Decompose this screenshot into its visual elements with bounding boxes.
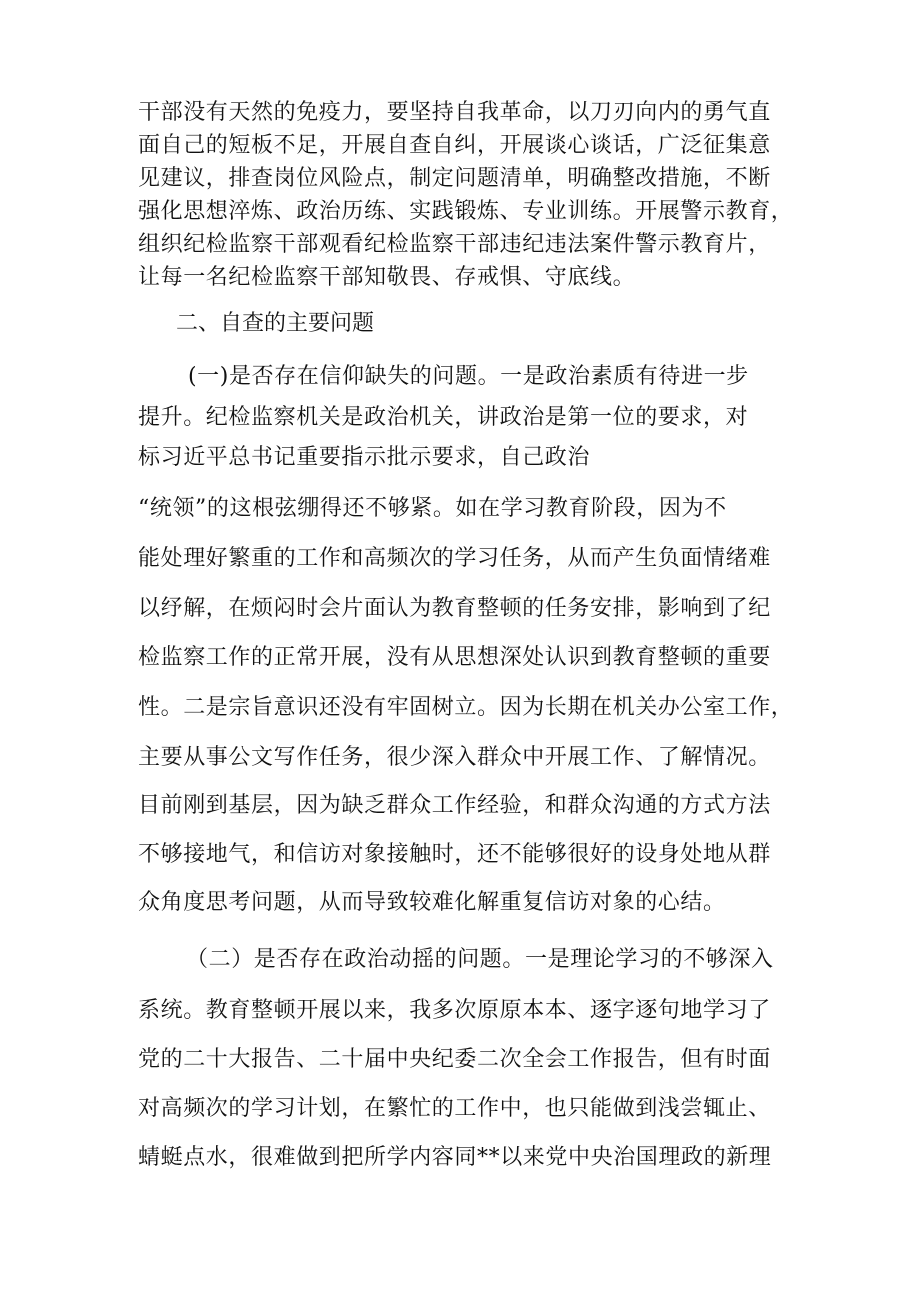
- paragraph-line: 系统。教育整顿开展以来，我多次原原本本、逐字逐句地学习了: [138, 998, 771, 1023]
- paragraph-line: 强化思想淬炼、政治历练、实践锻炼、专业训练。开展警示教育，: [138, 199, 794, 224]
- paragraph-line: 对高频次的学习计划，在繁忙的工作中，也只能做到浅尝辄止、: [138, 1096, 771, 1121]
- paragraph-line: 众角度思考问题，从而导致较难化解重复信访对象的心结。: [138, 890, 726, 915]
- paragraph-line: 蜻蜓点水，很难做到把所学内容同**以来党中央治国理政的新理: [138, 1145, 772, 1170]
- paragraph-line: (一)是否存在信仰缺失的问题。一是政治素质有待进一步: [188, 364, 749, 389]
- paragraph-line: 让每一名纪检监察干部知敬畏、存戒惧、守底线。: [138, 265, 636, 290]
- paragraph-line: 面自己的短板不足，开展自查自纠，开展谈心谈话，广泛征集意: [138, 133, 771, 158]
- paragraph-line: 组织纪检监察干部观看纪检监察干部违纪违法案件警示教育片，: [138, 232, 771, 257]
- paragraph-line: 以纾解，在烦闷时会片面认为教育整顿的任务安排，影响到了纪: [138, 596, 771, 621]
- paragraph-line: 党的二十大报告、二十届中央纪委二次全会工作报告，但有时面: [138, 1047, 771, 1072]
- section-title: 二、自查的主要问题: [176, 311, 375, 336]
- paragraph-line: 见建议，排查岗位风险点，制定问题清单，明确整改措施，不断: [138, 166, 771, 191]
- paragraph-line: 干部没有天然的免疫力，要坚持自我革命，以刀刃向内的勇气直: [138, 100, 771, 125]
- paragraph-line: 标习近平总书记重要指示批示要求，自己政治: [138, 445, 591, 470]
- paragraph-line: 检监察工作的正常开展，没有从思想深处认识到教育整顿的重要: [138, 645, 771, 670]
- paragraph-line: “统领”的这根弦绷得还不够紧。如在学习教育阶段，因为不: [138, 496, 727, 521]
- paragraph-line: 性。二是宗旨意识还没有牢固树立。因为长期在机关办公室工作，: [138, 695, 794, 720]
- paragraph-line: 目前刚到基层，因为缺乏群众工作经验，和群众沟通的方式方法: [138, 793, 771, 818]
- paragraph-line: （二）是否存在政治动摇的问题。一是理论学习的不够深入: [186, 947, 774, 972]
- paragraph-line: 提升。纪检监察机关是政治机关，讲政治是第一位的要求，对: [138, 405, 749, 430]
- paragraph-line: 不够接地气，和信访对象接触时，还不能够很好的设身处地从群: [138, 842, 771, 867]
- paragraph-line: 能处理好繁重的工作和高频次的学习任务，从而产生负面情绪难: [138, 546, 771, 571]
- paragraph-line: 主要从事公文写作任务，很少深入群众中开展工作、了解情况。: [138, 745, 771, 770]
